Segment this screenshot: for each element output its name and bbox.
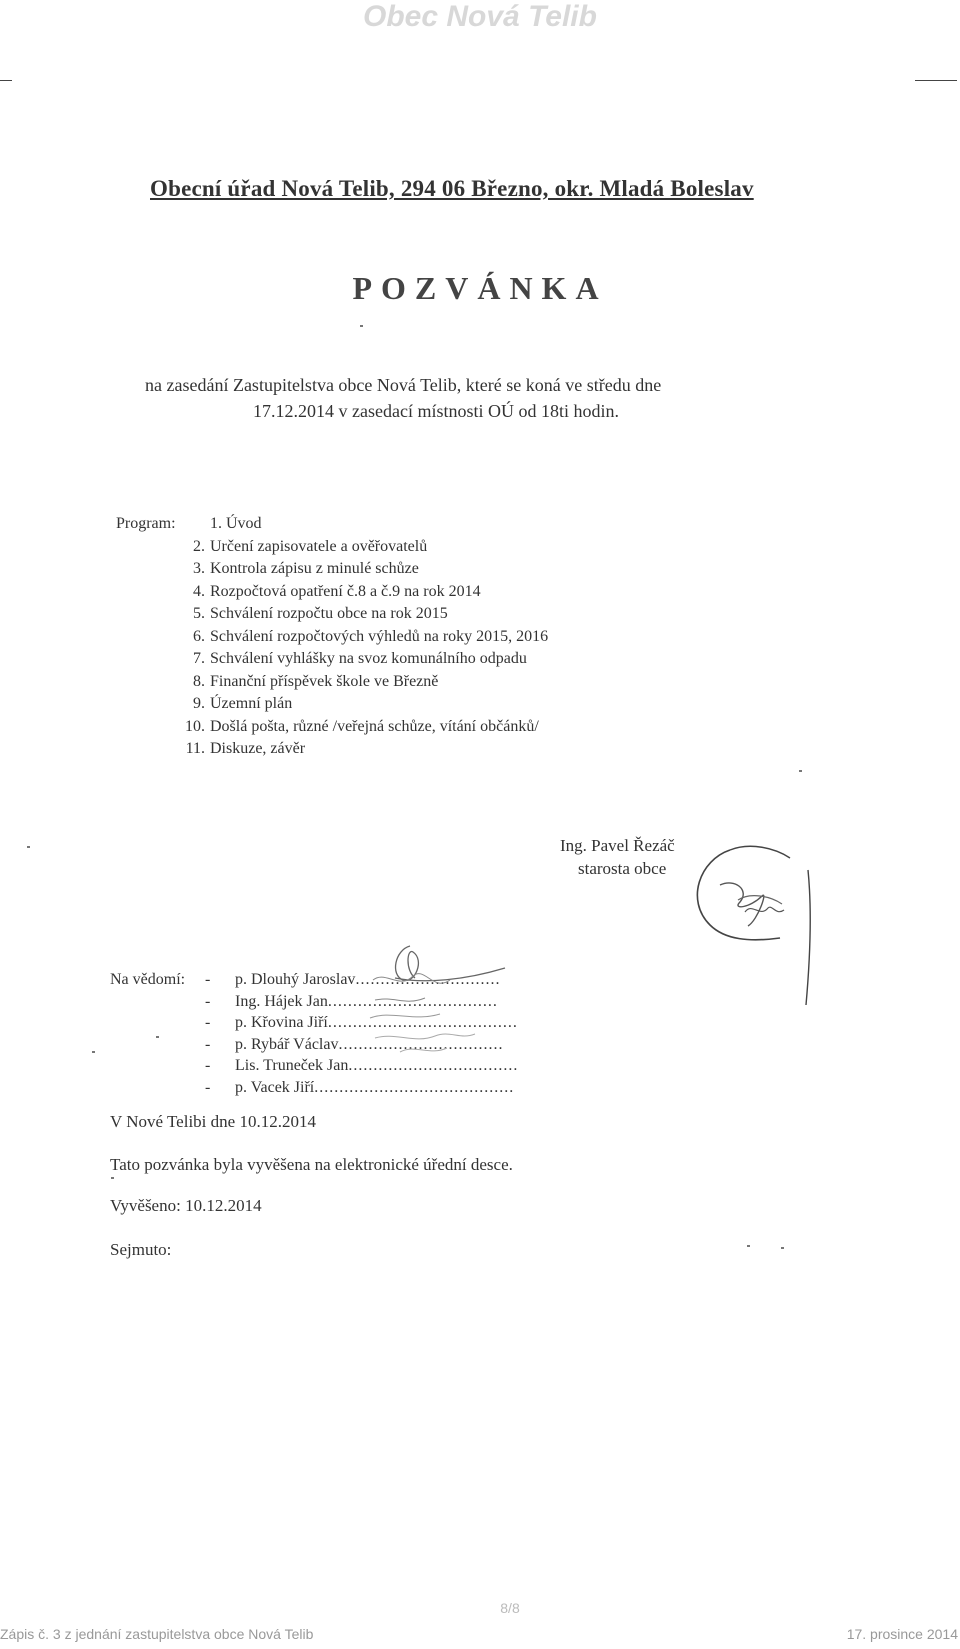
footer-date: 17. prosince 2014	[846, 1626, 958, 1642]
program-item	[116, 716, 548, 739]
notice-dash: -	[205, 971, 211, 988]
program-item-text: Rozpočtová opatření č.8 a č.9 na rok 2014	[210, 582, 481, 600]
program-item-number: 8.	[193, 672, 205, 690]
program-item-text: Finanční příspěvek škole ve Březně	[210, 672, 439, 690]
scan-edge-line-right	[915, 80, 957, 81]
mayor-stamp-signature	[690, 830, 820, 1010]
invitation-line-1: na zasedání Zastupitelstva obce Nová Telib, které se koná ve středu dne	[145, 375, 662, 395]
posted-date: Vyvěšeno: 10.12.2014	[110, 1196, 262, 1215]
dotted-signature-line: ........................................	[314, 1078, 515, 1096]
program-item	[116, 671, 548, 694]
notice-name: p. Rybář Václav	[235, 1035, 339, 1053]
notice-dash: -	[205, 1035, 211, 1053]
scan-speck	[360, 325, 363, 327]
program-item-number: 11.	[185, 740, 205, 757]
program-item-number: 1.	[210, 515, 222, 532]
program-item-number: 4.	[193, 582, 205, 600]
program-item-number: 9.	[193, 695, 205, 712]
scan-speck	[92, 1051, 95, 1053]
program-item	[116, 738, 548, 761]
program-item	[116, 513, 548, 536]
notice-dash: -	[205, 992, 211, 1010]
dotted-signature-line: .................................	[338, 1035, 504, 1053]
notice-name: Ing. Hájek Jan	[235, 992, 328, 1010]
program-label: Program:	[116, 515, 176, 532]
dotted-signature-line: ......................................	[327, 1014, 518, 1031]
dotted-signature-line: ..................................	[327, 992, 498, 1010]
program-item-number: 2.	[193, 537, 205, 555]
notice-row	[110, 1077, 518, 1099]
notice-label: Na vědomí:	[110, 971, 186, 988]
program-item-text: Schválení rozpočtových výhledů na roky 2015, 2016	[210, 627, 549, 645]
notice-name: p. Křovina Jiří	[235, 1014, 328, 1031]
notice-name: p. Dlouhý Jaroslav	[235, 971, 356, 988]
program-item-text: Územní plán	[210, 695, 293, 712]
page-number: 8/8	[500, 1600, 520, 1616]
program-item-text: Úvod	[226, 515, 262, 532]
scan-speck	[111, 1177, 114, 1179]
page-watermark: Obec Nová Telib	[363, 0, 597, 33]
program-item	[116, 581, 548, 604]
notice-handwritten-signatures	[355, 940, 535, 1070]
program-item-number: 10.	[185, 717, 205, 735]
scan-speck	[156, 1036, 159, 1038]
program-item-text: Diskuze, závěr	[210, 740, 306, 757]
program-item-text: Určení zapisovatele a ověřovatelů	[210, 537, 428, 555]
invitation-line-2: 17.12.2014 v zasedací místnosti OÚ od 18ti hodin.	[253, 401, 619, 421]
footer-document-title: Zápis č. 3 z jednání zastupitelstva obce Nová Telib	[0, 1626, 314, 1642]
program-item	[116, 626, 548, 649]
notice-name: Lis. Truneček Jan	[235, 1057, 349, 1074]
scan-speck	[747, 1245, 750, 1247]
office-address: Obecní úřad Nová Telib, 294 06 Březno, okr. Mladá Boleslav	[150, 176, 754, 201]
document-title: POZVÁNKA	[352, 270, 608, 306]
program-item	[116, 648, 548, 671]
program-item-text: Schválení vyhlášky na svoz komunálního odpadu	[210, 650, 527, 667]
program-item	[116, 536, 548, 559]
notice-dash: -	[205, 1078, 211, 1096]
notice-dash: -	[205, 1014, 211, 1031]
program-list	[116, 513, 548, 761]
scan-edge-line-left	[0, 80, 12, 81]
posted-note: Tato pozvánka byla vyvěšena na elektronické úřední desce.	[110, 1155, 513, 1174]
removed-label: Sejmuto:	[110, 1240, 172, 1259]
scan-speck	[27, 846, 30, 848]
scan-speck	[781, 1247, 784, 1249]
program-item-text: Kontrola zápisu z minulé schůze	[210, 560, 419, 577]
notice-dash: -	[205, 1057, 211, 1074]
program-item-text: Došlá pošta, různé /veřejná schůze, vítání občánků/	[210, 717, 539, 735]
program-item	[116, 693, 548, 716]
place-and-date: V Nové Telibi dne 10.12.2014	[110, 1112, 316, 1131]
signatory-role: starosta obce	[578, 859, 667, 878]
program-item-number: 7.	[193, 650, 205, 667]
program-item-number: 5.	[193, 605, 205, 622]
dotted-signature-line: .............................	[355, 971, 501, 988]
scan-speck	[799, 770, 802, 772]
program-item-number: 3.	[193, 560, 205, 577]
program-item	[116, 603, 548, 626]
program-item	[116, 558, 548, 581]
dotted-signature-line: ..................................	[348, 1057, 519, 1074]
program-item-number: 6.	[193, 627, 205, 645]
notice-name: p. Vacek Jiří	[235, 1078, 315, 1096]
signatory-name: Ing. Pavel Řezáč	[560, 836, 675, 855]
program-item-text: Schválení rozpočtu obce na rok 2015	[210, 605, 448, 622]
